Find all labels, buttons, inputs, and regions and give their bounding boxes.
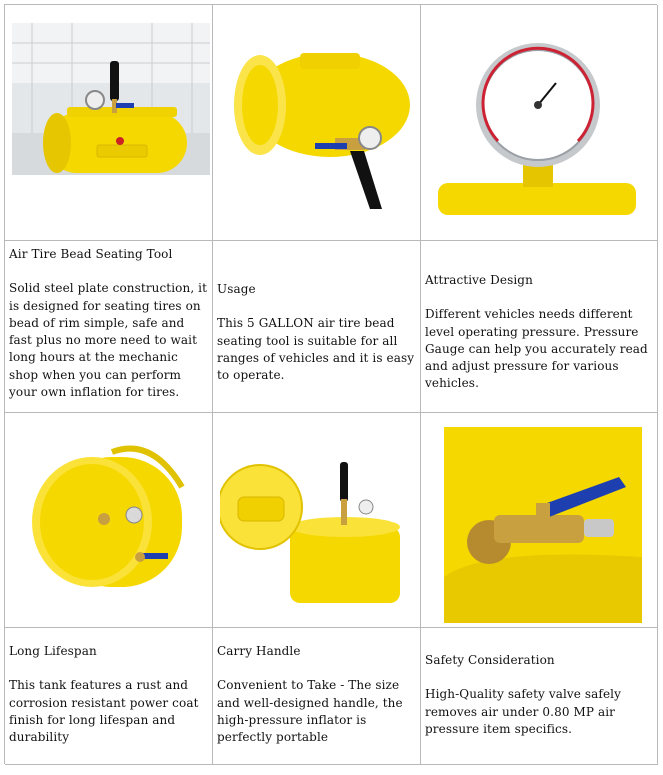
image-cell-6 <box>421 413 658 628</box>
feature-title: Usage <box>217 282 256 296</box>
brass-valve-image <box>444 427 642 623</box>
image-cell-3 <box>421 5 658 241</box>
text-cell-6 <box>421 628 658 765</box>
feature-body: Different vehicles needs different level operating pressure. Pressure Gauge can help you accurately read and adjust pressure for various vehicles. <box>425 307 648 391</box>
text-cell-4 <box>5 628 213 765</box>
image-cell-2 <box>213 5 421 241</box>
air-tank-with-gauge-image <box>12 23 210 175</box>
tank-with-handle-image <box>220 427 418 613</box>
tank-end-view-image <box>12 427 210 613</box>
text-cell-2 <box>213 241 421 413</box>
feature-body: Convenient to Take - The size and well-designed handle, the high-pressure inflator is perfectly portable <box>217 678 403 745</box>
image-cell-1 <box>5 5 213 241</box>
feature-body: This tank features a rust and corrosion resistant power coat finish for long lifespan and durability <box>9 678 199 745</box>
feature-text-2 <box>217 281 418 384</box>
feature-text-6 <box>425 652 655 738</box>
feature-body: This 5 GALLON air tire bead seating tool is suitable for all ranges of vehicles and it is easy to operate. <box>217 316 415 383</box>
feature-title: Safety Consideration <box>425 653 555 667</box>
feature-title: Long Lifespan <box>9 644 97 658</box>
text-cell-5 <box>213 628 421 765</box>
pressure-gauge-image <box>438 23 636 221</box>
feature-text-4 <box>9 643 210 746</box>
product-feature-table <box>4 4 657 764</box>
feature-text-5 <box>217 643 418 746</box>
feature-title: Air Tire Bead Seating Tool <box>9 247 173 261</box>
tank-side-with-nozzle-image <box>220 23 418 221</box>
feature-title: Carry Handle <box>217 644 301 658</box>
feature-text-1 <box>9 246 210 401</box>
text-cell-3 <box>421 241 658 413</box>
feature-text-3 <box>425 272 655 393</box>
image-cell-4 <box>5 413 213 628</box>
image-cell-5 <box>213 413 421 628</box>
feature-title: Attractive Design <box>425 273 533 287</box>
feature-body: Solid steel plate construction, it is designed for seating tires on bead of rim simple, safe and fast plus no more need to wait long hours at the mechanic shop when you can perform your own inflation for tires. <box>9 281 208 400</box>
feature-body: High-Quality safety valve safely removes air under 0.80 MP air pressure item specifics. <box>425 687 621 736</box>
text-cell-1 <box>5 241 213 413</box>
